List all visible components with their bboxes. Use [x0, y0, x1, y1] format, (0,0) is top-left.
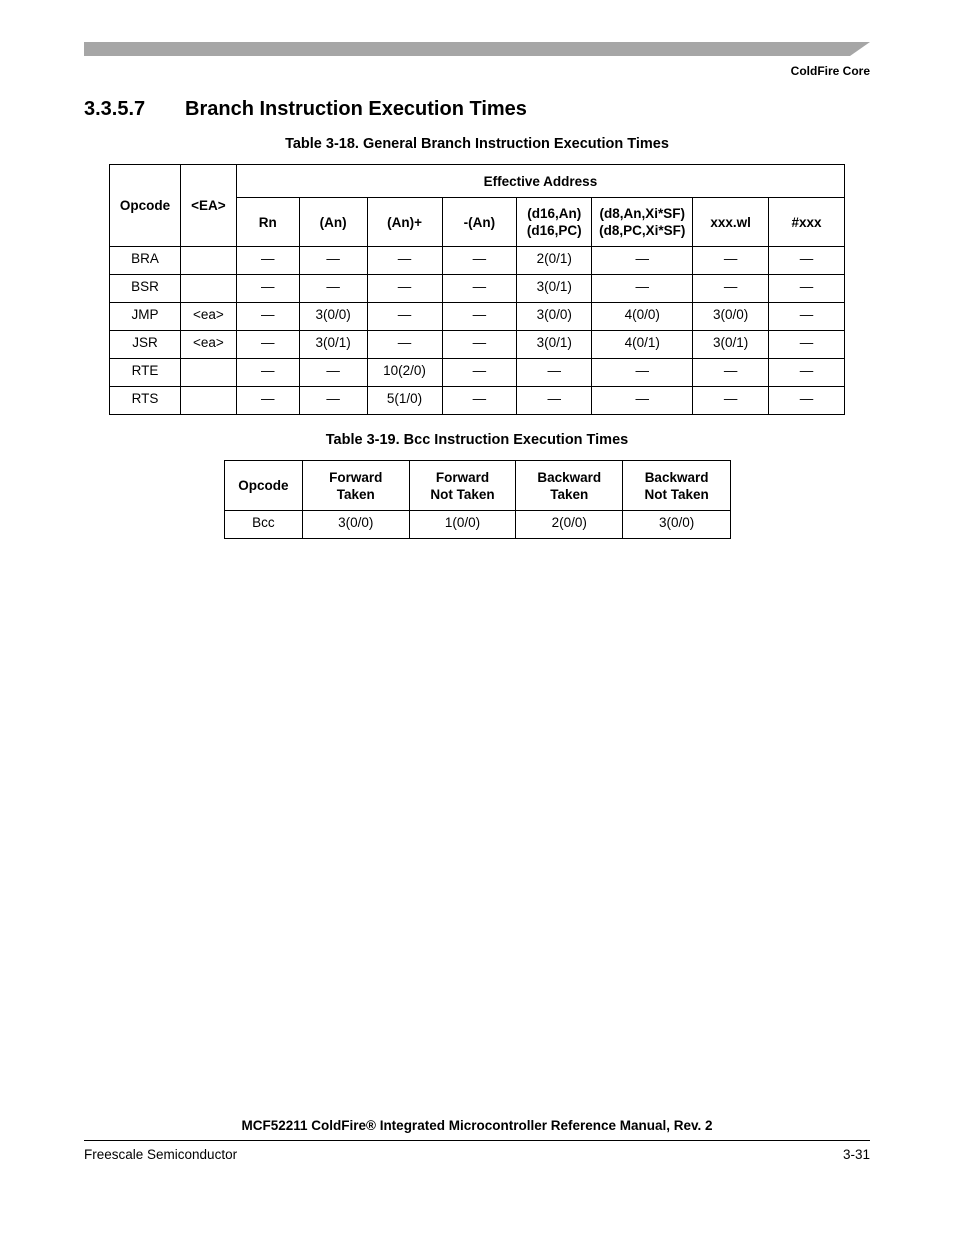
- header-text-line: Taken: [336, 486, 375, 502]
- opcode-cell: JSR: [110, 331, 181, 359]
- header-text-line: Taken: [550, 486, 589, 502]
- table-cell: —: [442, 303, 517, 331]
- header-text-line: Forward: [329, 469, 383, 485]
- header-text-line: -(An): [463, 214, 496, 230]
- running-head: ColdFire Core: [790, 64, 870, 78]
- table-cell: 3(0/1): [693, 331, 769, 359]
- table-cell: —: [442, 331, 517, 359]
- table-cell: 2(0/0): [516, 511, 623, 539]
- table-cell: —: [236, 387, 299, 415]
- header-text-line: (d8,An,Xi*SF): [599, 206, 685, 221]
- opcode-cell: JMP: [110, 303, 181, 331]
- opcode-cell: Bcc: [225, 511, 303, 539]
- column-header: [516, 461, 623, 511]
- table-cell: —: [442, 387, 517, 415]
- table-cell: —: [236, 247, 299, 275]
- column-header: [409, 461, 516, 511]
- table-cell: —: [693, 359, 769, 387]
- table-row: [225, 511, 731, 539]
- table-cell: <ea>: [180, 303, 236, 331]
- table-cell: —: [236, 331, 299, 359]
- table-cell: —: [299, 275, 367, 303]
- column-header-mode: [517, 198, 592, 247]
- table-cell: —: [299, 387, 367, 415]
- footer-company: Freescale Semiconductor: [84, 1147, 238, 1162]
- table-row: [110, 247, 845, 275]
- column-header: [302, 461, 409, 511]
- column-header-opcode: Opcode: [110, 165, 181, 247]
- table-cell: [180, 359, 236, 387]
- table-cell: 1(0/0): [409, 511, 516, 539]
- table-row: [110, 359, 845, 387]
- column-header-mode: [693, 198, 769, 247]
- table-cell: —: [367, 247, 442, 275]
- header-text-line: (An): [319, 214, 347, 230]
- table-3-19-caption: Table 3-19. Bcc Instruction Execution Times: [325, 432, 629, 448]
- table-cell: 3(0/0): [302, 511, 409, 539]
- table-cell: —: [236, 275, 299, 303]
- table-cell: —: [299, 359, 367, 387]
- header-text-line: Not Taken: [430, 486, 495, 502]
- bcc-execution-times-table: [224, 460, 731, 539]
- table-row: [110, 331, 845, 359]
- header-text-line: Rn: [258, 214, 277, 230]
- header-text-line: Not Taken: [644, 486, 709, 502]
- header-text-line: Backward: [537, 469, 602, 485]
- table-cell: —: [517, 359, 592, 387]
- table-row: [110, 303, 845, 331]
- table-cell: —: [236, 359, 299, 387]
- table-cell: —: [367, 275, 442, 303]
- header-text-line: (d16,An): [527, 206, 582, 221]
- header-text-line: Backward: [644, 469, 709, 485]
- column-header-ea: <EA>: [180, 165, 236, 247]
- opcode-cell: BRA: [110, 247, 181, 275]
- table-cell: —: [367, 303, 442, 331]
- table-cell: —: [299, 247, 367, 275]
- table-cell: —: [769, 387, 845, 415]
- table-cell: <ea>: [180, 331, 236, 359]
- table-cell: —: [367, 331, 442, 359]
- table-cell: —: [693, 275, 769, 303]
- opcode-cell: RTS: [110, 387, 181, 415]
- column-header-mode: [236, 198, 299, 247]
- column-header: [225, 461, 303, 511]
- table-cell: 3(0/0): [693, 303, 769, 331]
- table-cell: 4(0/1): [592, 331, 693, 359]
- table-cell: —: [693, 387, 769, 415]
- column-header-mode: [442, 198, 517, 247]
- header-text-line: Forward: [435, 469, 490, 485]
- header-bar: [84, 42, 870, 56]
- footer-divider: [84, 1140, 870, 1141]
- section-heading: [84, 98, 527, 121]
- table-row: [110, 275, 845, 303]
- table-cell: —: [592, 359, 693, 387]
- table-cell: —: [517, 387, 592, 415]
- group-header-effective-address: Effective Address: [236, 165, 844, 198]
- opcode-cell: RTE: [110, 359, 181, 387]
- column-header: [623, 461, 731, 511]
- table-cell: —: [769, 359, 845, 387]
- table-cell: —: [769, 331, 845, 359]
- table-cell: 3(0/1): [299, 331, 367, 359]
- header-text-line: Opcode: [238, 478, 289, 493]
- footer-page-number: 3-31: [842, 1147, 870, 1162]
- table-cell: 3(0/0): [623, 511, 731, 539]
- table-cell: 3(0/1): [517, 331, 592, 359]
- table-cell: —: [236, 303, 299, 331]
- table-row: [110, 387, 845, 415]
- table-cell: —: [769, 275, 845, 303]
- table-cell: —: [592, 387, 693, 415]
- table-cell: [180, 247, 236, 275]
- section-title: Branch Instruction Execution Times: [185, 98, 527, 120]
- footer-manual-title: MCF52211 ColdFire® Integrated Microcontroller Reference Manual, Rev. 2: [241, 1118, 713, 1133]
- table-cell: —: [442, 359, 517, 387]
- header-text-line: (d16,PC): [526, 223, 582, 238]
- opcode-cell: BSR: [110, 275, 181, 303]
- section-number: 3.3.5.7: [84, 98, 146, 120]
- column-header-mode: [367, 198, 442, 247]
- table-cell: [180, 387, 236, 415]
- table-cell: —: [592, 247, 693, 275]
- header-text-line: #xxx: [791, 214, 822, 230]
- table-cell: —: [442, 247, 517, 275]
- table-cell: 2(0/1): [517, 247, 592, 275]
- table-cell: 3(0/0): [517, 303, 592, 331]
- table-cell: 3(0/1): [517, 275, 592, 303]
- table-3-18-caption: Table 3-18. General Branch Instruction Execution Times: [285, 136, 669, 152]
- table-cell: 3(0/0): [299, 303, 367, 331]
- table-cell: —: [769, 303, 845, 331]
- header-text-line: (An)+: [387, 214, 422, 230]
- table-cell: 4(0/0): [592, 303, 693, 331]
- branch-execution-times-table: [109, 164, 845, 415]
- column-header-mode: [769, 198, 845, 247]
- table-cell: 5(1/0): [367, 387, 442, 415]
- header-text-line: (d8,PC,Xi*SF): [599, 223, 686, 238]
- table-cell: —: [769, 247, 845, 275]
- header-text-line: xxx.wl: [710, 214, 751, 230]
- table-cell: 10(2/0): [367, 359, 442, 387]
- table-cell: [180, 275, 236, 303]
- table-cell: —: [442, 275, 517, 303]
- table-cell: —: [693, 247, 769, 275]
- table-cell: —: [592, 275, 693, 303]
- column-header-mode: [299, 198, 367, 247]
- column-header-mode: [592, 198, 693, 247]
